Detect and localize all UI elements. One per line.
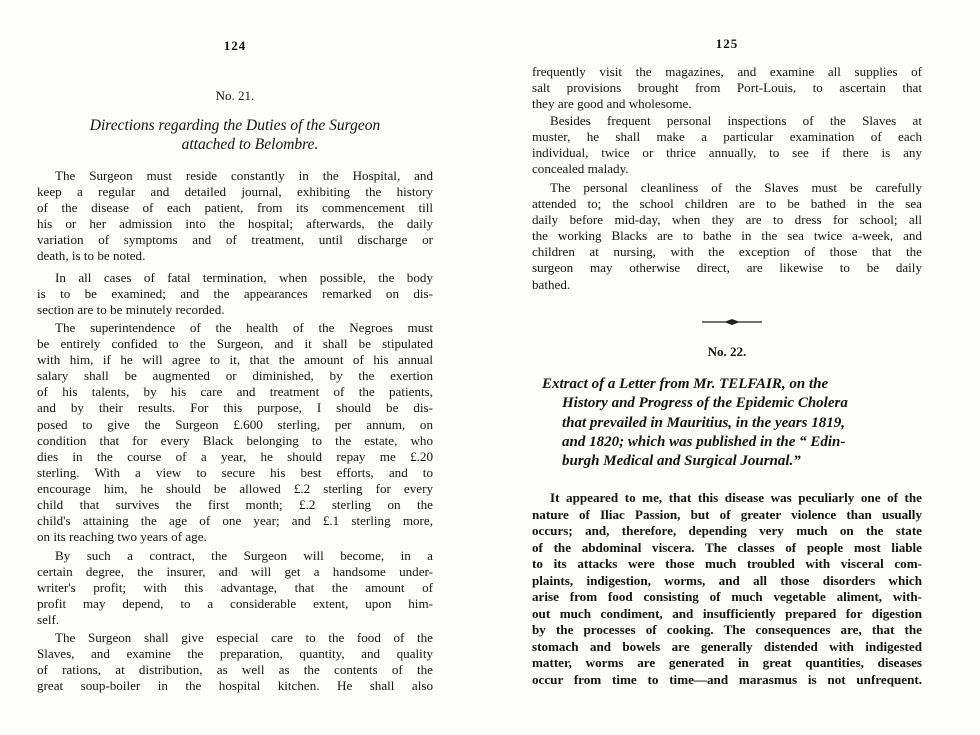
text-line: stomach and bowels are generally distended with indigested	[532, 638, 922, 654]
text-line: occur from time to time—and marasmus is not unfrequent.	[532, 671, 922, 687]
text-line: on its reaching two years of age.	[37, 529, 207, 545]
text-line: child's attaining the age of one year; and £.1 sterling more,	[37, 513, 433, 529]
text-line: child that survives the first month; £.2 sterling on the	[37, 497, 433, 513]
heading-line: burgh Medical and Surgical Journal.”	[562, 453, 801, 470]
text-line: children at nursing, with the exception of those that the	[532, 244, 922, 260]
text-line: of the abdominal viscera. The classes of people most liable	[532, 539, 922, 555]
text-line: By such a contract, the Surgeon will become, in a	[55, 548, 433, 563]
text-line: to its attacks were those much troubled with visceral com-	[532, 556, 922, 571]
text-line: daily before mid-day, when they are to dress for school; all	[532, 212, 922, 228]
section-number-22: No. 22.	[707, 344, 747, 359]
paragraph-cleanliness	[532, 180, 922, 293]
section-number-21: No. 21.	[215, 88, 255, 103]
text-line: attended to; the school children are to be bathed in the sea	[532, 196, 922, 212]
text-line: plaints, indigestion, worms, and all those disorders which	[532, 572, 922, 588]
text-line: sterling. With a view to secure his best efforts, and to	[37, 464, 433, 480]
text-line: is to be examined; and the appearances remarked on dis-	[37, 286, 433, 302]
text-line: salt provisions brought from Port-Louis, to ascertain that	[532, 80, 922, 96]
paragraph-food-care	[37, 630, 433, 694]
text-line: section are to be minutely recorded.	[37, 302, 225, 318]
text-line: be entirely confided to the Surgeon, and it shall be stipulated	[37, 336, 433, 352]
text-line: certain degree, the insurer, and will get a handsome under-	[37, 564, 433, 580]
text-line: of the disease of each patient, from its commencement till	[37, 200, 433, 216]
heading-line: History and Progress of the Epidemic Cholera	[562, 395, 848, 412]
text-line: self.	[37, 612, 60, 628]
text-line: by the processes of cooking. The consequences are, that the	[532, 622, 922, 637]
text-line: encourage him, he should be allowed £.2 sterling for every	[37, 480, 433, 496]
heading-line: Directions regarding the Duties of the Surgeon	[89, 117, 381, 134]
text-line: keep a regular and detailed journal, exhibiting the history	[37, 184, 433, 200]
text-line: great soup-boiler in the hospital kitchen. He shall also	[37, 678, 433, 694]
paragraph-fatal-cases	[37, 270, 433, 318]
text-line: out much condiment, and insufficiently prepared for digestion	[532, 605, 922, 621]
text-line: profit may depend, to a considerable extent, upon him-	[37, 596, 433, 612]
text-line: Slaves, and examine the preparation, quantity, and quality	[37, 646, 433, 662]
text-line: writer's profit; with this advantage, that the amount of	[37, 580, 433, 596]
heading-line: and 1820; which was published in the “ Edin-	[562, 433, 846, 450]
text-line: The Surgeon shall give especial care to the food of the	[55, 630, 433, 645]
paragraph-cholera-extract	[532, 490, 922, 688]
page-number-left: 124	[223, 38, 247, 53]
heading-line: attached to Belombre.	[181, 136, 319, 153]
heading-line: that prevailed in Mauritius, in the years 1819,	[562, 414, 845, 431]
text-line: concealed malady.	[532, 161, 629, 177]
text-line: muster, he shall make a particular examination of each	[532, 129, 922, 145]
text-line: Besides frequent personal inspections of the Slaves at	[550, 113, 922, 128]
text-line: nature of Iliac Passion, but of greater violence than usually	[532, 506, 922, 522]
paragraph-contract	[37, 548, 433, 628]
text-line: his or her admission into the hospital; afterwards, the daily	[37, 216, 433, 232]
text-line: matter, worms are generated in great quantities, diseases	[532, 655, 922, 670]
text-line: the working Blacks are to bathe in the sea twice a-week, and	[532, 228, 922, 244]
text-line: bathed.	[532, 276, 571, 292]
text-line: condition that for every Black belonging to the estate, who	[37, 432, 433, 448]
text-line: surgeon may otherwise direct, are likewise to be daily	[532, 260, 922, 276]
paragraph-superintendence	[37, 320, 433, 545]
section-heading-22	[532, 375, 922, 471]
text-line: death, is to be noted.	[37, 248, 146, 264]
text-line: with him, if he will agree to it, that the amount of his annual	[37, 352, 433, 368]
heading-line: Extract of a Letter from Mr. TELFAIR, on the	[542, 376, 829, 392]
page-number-right: 125	[715, 36, 739, 51]
text-line: of rations, at distribution, as well as the contents of the	[37, 662, 433, 678]
paragraph-hospital-residence	[37, 168, 433, 265]
section-heading-21	[37, 116, 433, 154]
text-line: occurs; and, therefore, depending very much on the state	[532, 523, 922, 538]
text-line: The personal cleanliness of the Slaves must be carefully	[550, 180, 922, 195]
paragraph-magazines	[532, 64, 922, 112]
ornamental-divider	[702, 318, 762, 326]
text-line: of his talents, by his care and treatment of the patients,	[37, 384, 433, 400]
text-line: and by their results. For this purpose, I should be dis-	[37, 400, 433, 416]
text-line: dies in the course of a year, he should repay me £.20	[37, 448, 433, 464]
text-line: In all cases of fatal termination, when possible, the body	[55, 270, 433, 285]
text-line: posed to give the Surgeon £.600 sterling, per annum, on	[37, 416, 433, 432]
text-line: salary shall be augmented or diminished, by the exertion	[37, 368, 433, 384]
text-line: It appeared to me, that this disease was peculiarly one of the	[550, 490, 922, 505]
text-line: The Surgeon must reside constantly in the Hospital, and	[55, 168, 433, 183]
text-line: arise from food consisting of much vegetable aliment, with-	[532, 589, 922, 604]
text-line: they are good and wholesome.	[532, 96, 692, 112]
paragraph-inspections	[532, 113, 922, 177]
text-line: frequently visit the magazines, and examine all supplies of	[532, 64, 922, 79]
text-line: variation of symptoms and of treatment, until discharge or	[37, 232, 433, 248]
text-line: The superintendence of the health of the Negroes must	[55, 320, 433, 335]
text-line: individual, twice or thrice annually, to see if there is any	[532, 145, 922, 161]
